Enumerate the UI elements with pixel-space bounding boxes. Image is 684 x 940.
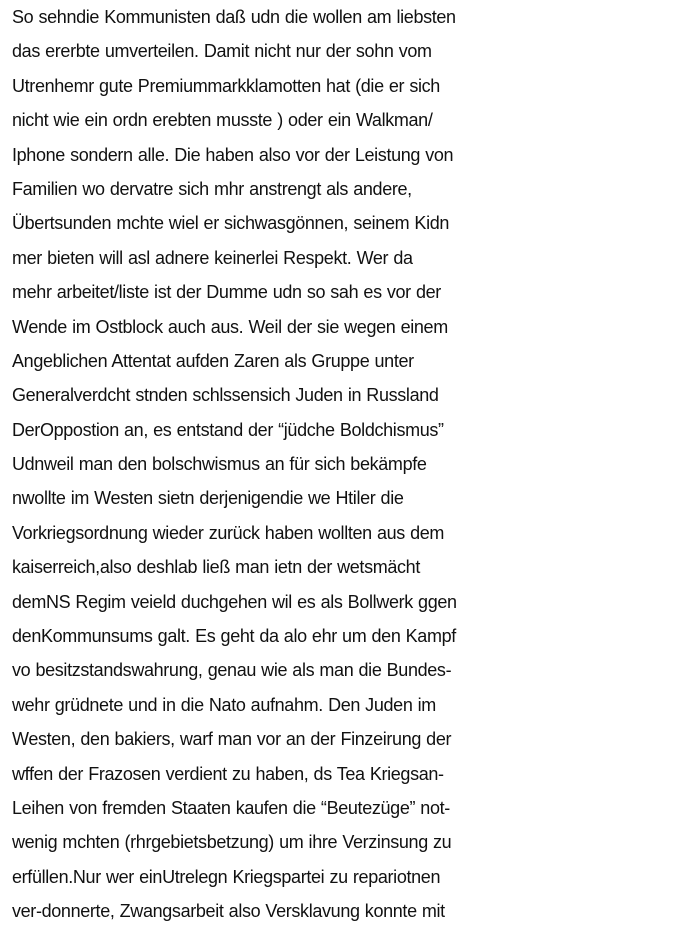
body-text xyxy=(12,0,684,929)
text-line: nicht wie ein ordn erebten musste ) oder ein Walkman/ xyxy=(12,110,433,131)
text-line: Westen, den bakiers, warf man vor an der Finzeirung der xyxy=(12,729,452,750)
text-line: mer bieten will asl adnere keinerlei Respekt. Wer da xyxy=(12,247,413,268)
text-line: wffen der Frazosen verdient zu haben, ds Tea Kriegsan- xyxy=(12,763,444,784)
text-line: nwollte im Westen sietn derjenigendie we Htiler die xyxy=(12,488,404,509)
text-line: Familien wo dervatre sich mhr anstrengt als andere, xyxy=(12,178,412,199)
text-line: Iphone sondern alle. Die haben also vor der Leistung von xyxy=(12,144,454,165)
text-line: Leihen von fremden Staaten kaufen die “Beutezüge” not- xyxy=(12,797,450,818)
text-line: DerOppostion an, es entstand der “jüdche Boldchismus” xyxy=(12,419,444,440)
text-line: das ererbte umverteilen. Damit nicht nur der sohn vom xyxy=(12,41,432,62)
text-line: wenig mchten (rhrgebietsbetzung) um ihre Verzinsung zu xyxy=(12,832,452,853)
text-line: Generalverdcht stnden schlssensich Juden in Russland xyxy=(12,385,439,406)
text-line: mehr arbeitet/liste ist der Dumme udn so sah es vor der xyxy=(12,282,441,303)
text-line: kaiserreich,also deshlab ließ man ietn der wetsmächt xyxy=(12,557,420,578)
text-line: vo besitzstandswahrung, genau wie als man die Bundes- xyxy=(12,660,452,681)
text-line: So sehndie Kommunisten daß udn die wollen am liebsten xyxy=(12,7,456,27)
text-line: Übertsunden mchte wiel er sichwasgönnen, seinem Kidn xyxy=(12,213,450,234)
text-line: Angeblichen Attentat aufden Zaren als Gruppe unter xyxy=(12,350,414,371)
text-line: demNS Regim veield duchgehen wil es als Bollwerk ggen xyxy=(12,591,457,612)
text-line: Vorkriegsordnung wieder zurück haben wollten aus dem xyxy=(12,522,445,543)
text-line: Utrenhemr gute Premiummarkklamotten hat (die er sich xyxy=(12,75,440,96)
text-line: denKommunsums galt. Es geht da alo ehr um den Kampf xyxy=(12,626,456,647)
text-line: Wende im Ostblock auch aus. Weil der sie wegen einem xyxy=(12,316,448,337)
text-line: Udnweil man den bolschwismus an für sich bekämpfe xyxy=(12,454,427,475)
text-line: wehr grüdnete und in die Nato aufnahm. Den Juden im xyxy=(12,694,436,715)
text-line: erfüllen.Nur wer einUtrelegn Kriegspartei zu repariotnen xyxy=(12,866,441,887)
text-line: ver-donnerte, Zwangsarbeit also Versklavung konnte mit xyxy=(12,901,445,922)
